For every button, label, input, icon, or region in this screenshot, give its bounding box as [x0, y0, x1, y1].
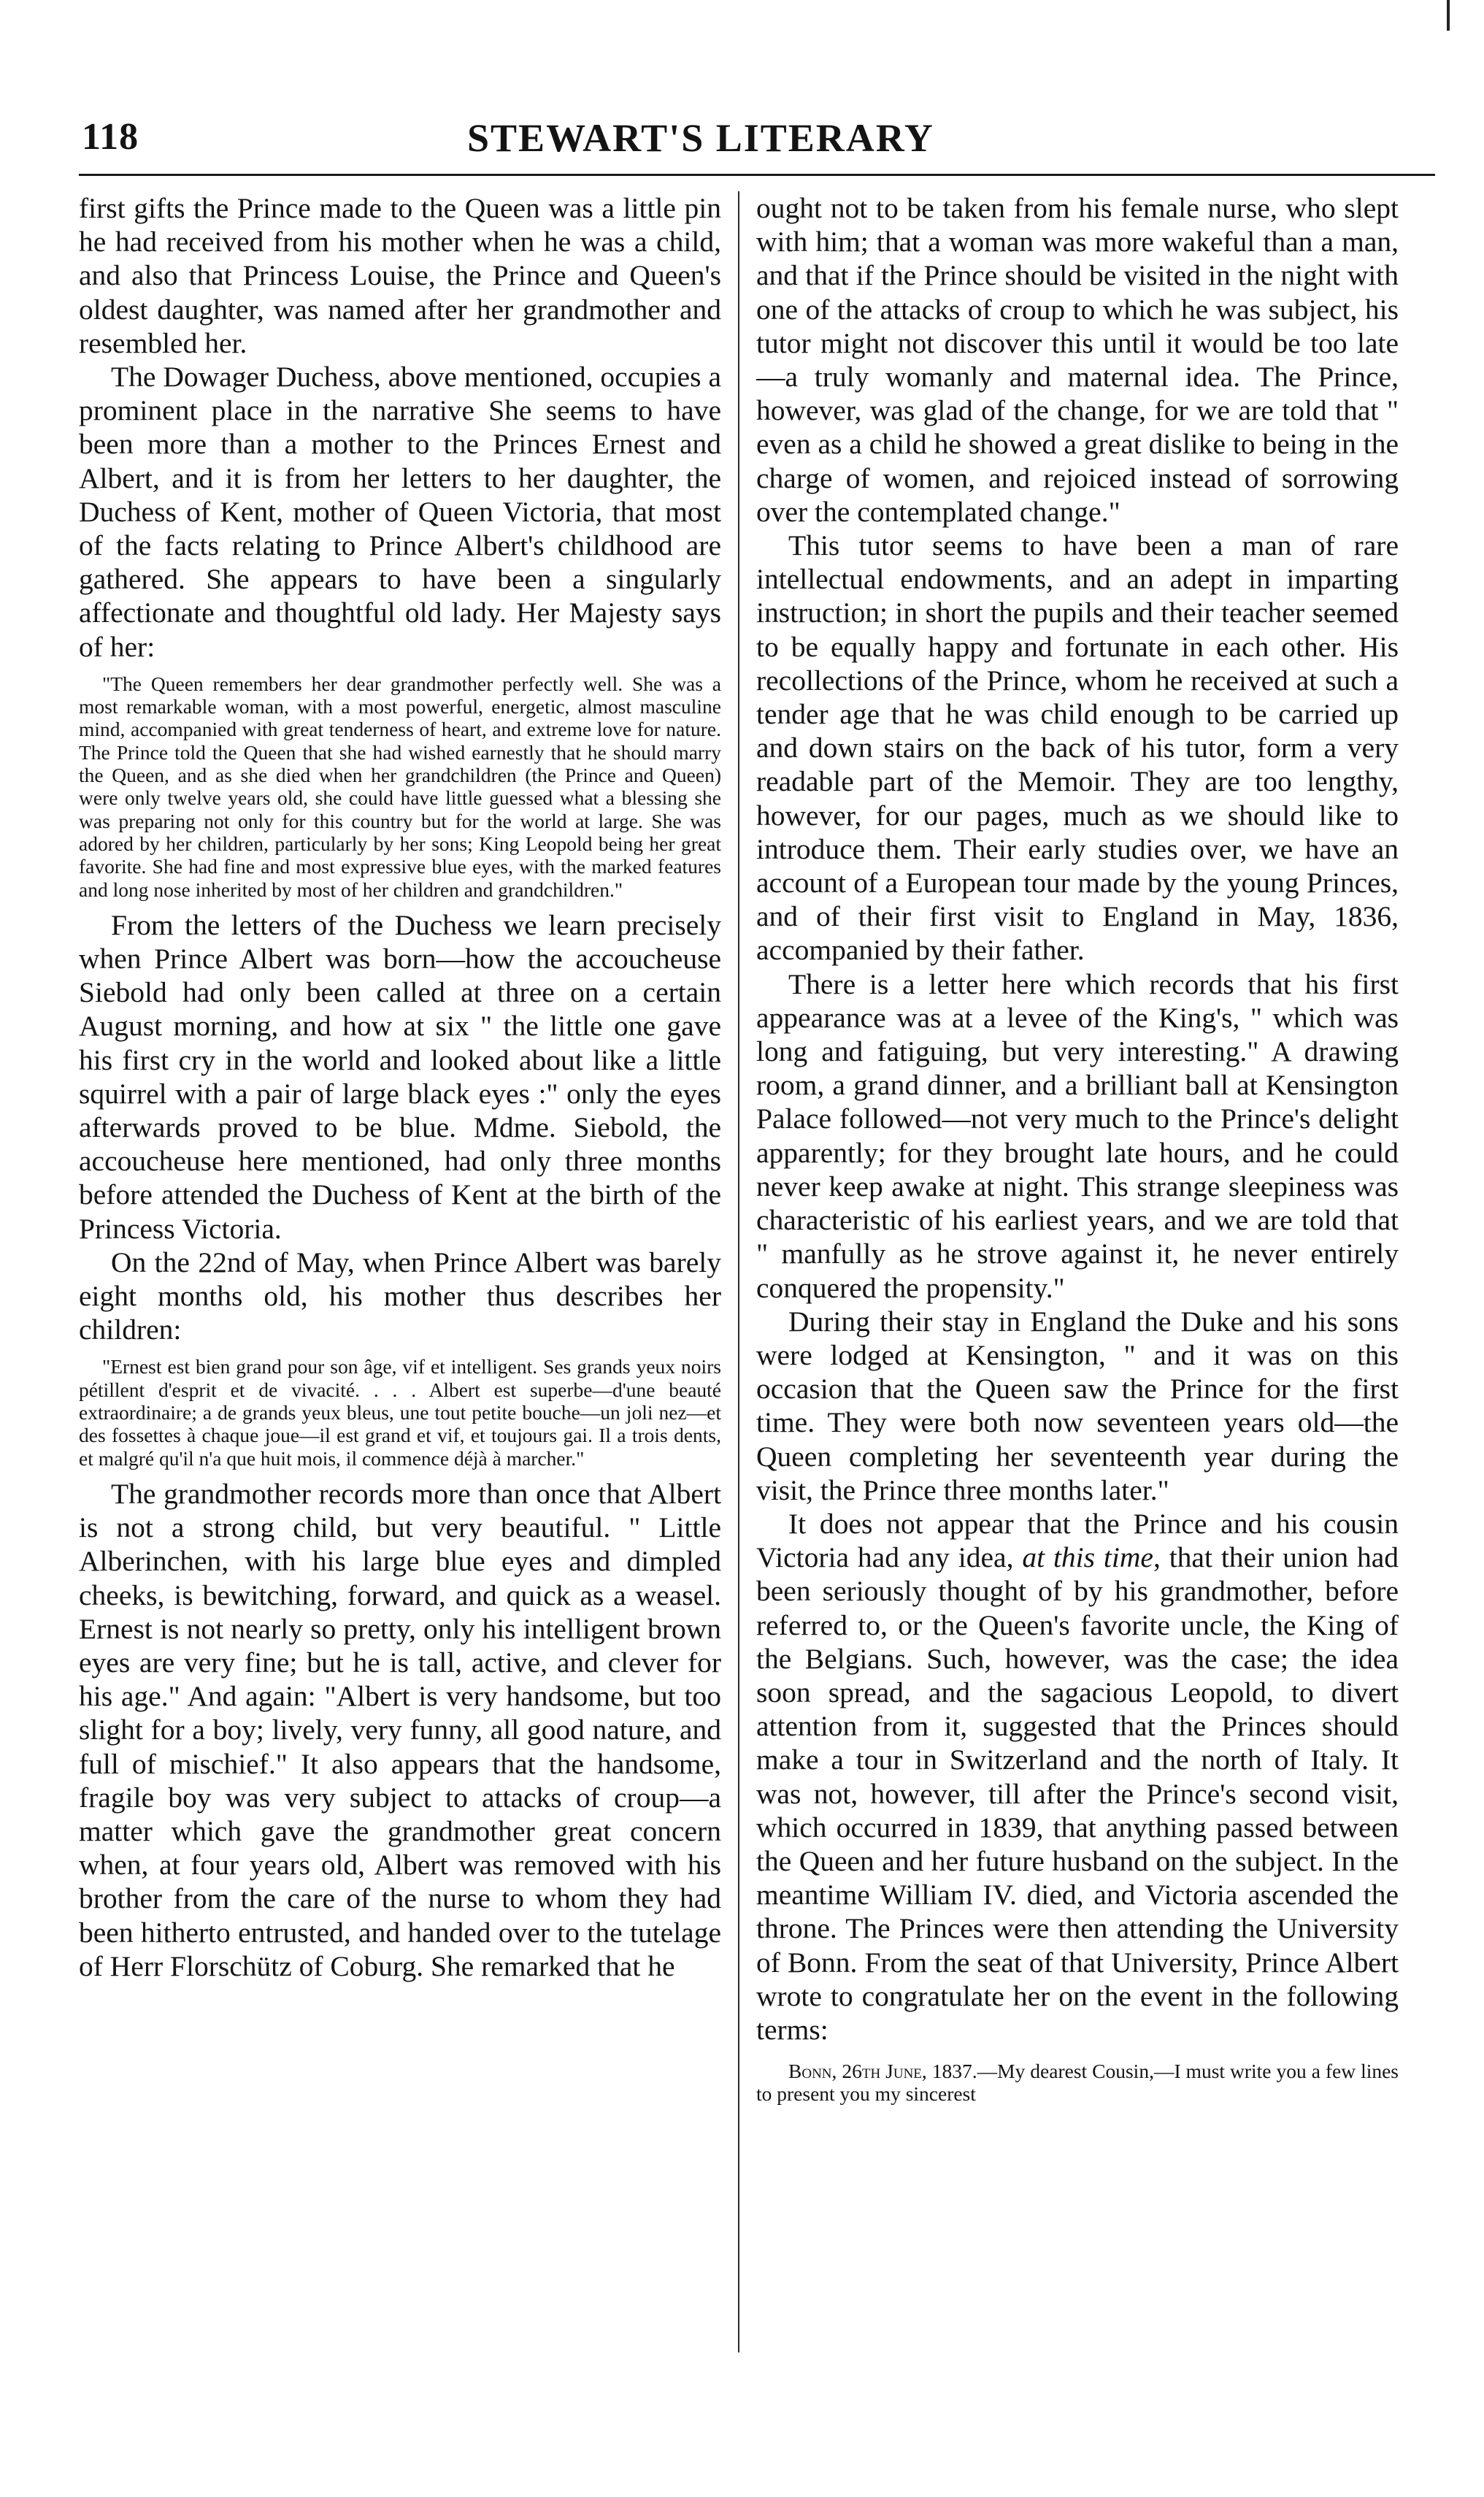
left-column: [79, 191, 721, 2382]
header-rule: [79, 174, 1435, 176]
letter-excerpt: [756, 2060, 1399, 2106]
left-quote-grandmother: "The Queen remembers her dear grandmother perfectly well. She was a most remarkable woman, with a most powerful, energetic, almost masculine mind, accompanied with great tenderness of heart, and extreme love for nature. The Prince told the Queen that she had wished earnestly that he should marry the Queen, and as she died when her grandchildren (the Prince and Queen) were only twelve years old, she could have little guessed what a blessing she was preparing not only for this country but for the world at large. She was adored by her children, particularly by her sons; King Leopold being her great favorite. She had fine and most expressive blue eyes, with the marked features and long nose inherited by most of her children and grandchildren.": [79, 672, 721, 901]
right-paragraph-2: This tutor seems to have been a man of rare intellectual endowments, and an adept in imparting instruction; in short the pupils and their teacher seemed to be equally happy and fortunate in each other. His recollections of the Prince, whom he received at such a tender age that he was child enough to be carried up and down stairs on the back of his tutor, form a very readable part of the Memoir. They are too lengthy, however, for our pages, much as we should like to introduce them. Their early studies over, we have an account of a European tour made by the young Princes, and of their first visit to England in May, 1836, accompanied by their father.: [756, 529, 1399, 967]
right-column: [756, 191, 1399, 2382]
letter-text: —My dearest Cousin,—I must write you a few lines to present you my sincerest: [756, 2060, 1399, 2106]
right-paragraph-5-rest: , that their union had been seriously thought of by his grandmother, before referred to, or the Queen's favorite uncle, the King of the Belgians. Such, however, was the case; the idea soon spread, and the sagacious Leopold, to divert attention from it, suggested that the Princes should make a tour in Switzerland and the north of Italy. It was not, however, till after the Prince's second visit, which occurred in 1839, that anything passed between the Queen and her future husband on the subject. In the meantime William IV. died, and Victoria ascended the throne. The Princes were then attending the University of Bonn. From the seat of that University, Prince Albert wrote to congratulate her on the event in the following terms:: [756, 1541, 1399, 2046]
margin-mark: [1447, 0, 1450, 31]
left-quote-french: "Ernest est bien grand pour son âge, vif et intelligent. Ses grands yeux noirs pétillent d'esprit et de vivacité. . . . Albert est superbe—d'une beauté extraordinaire; a de grands yeux bleus, une tout petite bouche—un joli nez—et des fossettes à chaque joue—il est grand et vif, et toujours gai. Il a trois dents, et malgré qu'il n'a que huit mois, il commence déjà à marcher.": [79, 1355, 721, 1470]
right-paragraph-5-emphasis: at this time: [1022, 1541, 1153, 1574]
letter-dateline: Bonn, 26th June, 1837.: [788, 2060, 977, 2083]
page-number: 118: [82, 116, 139, 158]
right-paragraph-1: ought not to be taken from his female nurse, who slept with him; that a woman was more wakeful than a man, and that if the Prince should be visited in the night with one of the attacks of croup to which he was subject, his tutor might not discover this until it would be too late—a truly womanly and maternal idea. The Prince, however, was glad of the change, for we are told that " even as a child he showed a great dislike to being in the charge of women, and rejoiced instead of sorrowing over the contemplated change.": [756, 192, 1399, 528]
left-paragraph-3: From the letters of the Duchess we learn precisely when Prince Albert was born—how the accoucheuse Siebold had only been called at three on a certain August morning, and how at six " the little one gave his first cry in the world and looked about like a little squirrel with a pair of large black eyes :" only the eyes afterwards proved to be blue. Mdme. Siebold, the accoucheuse here mentioned, had only three months before attended the Duchess of Kent at the birth of the Princess Victoria.: [79, 908, 721, 1245]
left-paragraph-2: The Dowager Duchess, above mentioned, occupies a prominent place in the narrative She seems to have been more than a mother to the Princes Ernest and Albert, and it is from her letters to her daughter, the Duchess of Kent, mother of Queen Victoria, that most of the facts relating to Prince Albert's childhood are gathered. She appears to have been a singularly affectionate and thoughtful old lady. Her Majesty says of her:: [79, 361, 721, 663]
left-paragraph-1: first gifts the Prince made to the Queen was a little pin he had received from his mother when he was a child, and also that Princess Louise, the Prince and Queen's oldest daughter, was named after her grandmother and resembled her.: [79, 192, 721, 359]
running-title: STEWART'S LITERARY: [467, 116, 934, 160]
column-divider: [738, 191, 739, 2352]
left-paragraph-5: The grandmother records more than once that Albert is not a strong child, but very beautiful. " Little Alberinchen, with his large blue eyes and dimpled cheeks, is bewitching, forward, and quick as a weasel. Ernest is not nearly so pretty, only his intelligent brown eyes are very fine; but he is tall, active, and clever for his age." And again: "Albert is very handsome, but too slight for a boy; lively, very funny, all good nature, and full of mischief." It also appears that the handsome, fragile boy was very subject to attacks of croup—a matter which gave the grandmother great concern when, at four years old, Albert was removed with his brother from the care of the nurse to whom they had been hitherto entrusted, and handed over to the tutelage of Herr Florschütz of Coburg. She remarked that he: [79, 1477, 721, 1982]
right-paragraph-5: [756, 1507, 1399, 2047]
right-paragraph-3: There is a letter here which records that his first appearance was at a levee of the King's, " which was long and fatiguing, but very interesting." A drawing room, a grand dinner, and a brilliant ball at Kensington Palace followed—not very much to the Prince's delight apparently; for they brought late hours, and he could never keep awake at night. This strange sleepiness was characteristic of his earliest years, and we are told that " manfully as he strove against it, he never entirely conquered the propensity.": [756, 967, 1399, 1304]
right-paragraph-4: During their stay in England the Duke and his sons were lodged at Kensington, " and it was on this occasion that the Queen saw the Prince for the first time. They were both now seventeen years old—the Queen completing her seventeenth year during the visit, the Prince three months later.": [756, 1305, 1399, 1506]
right-paragraph-5-start: It does not appear that the Prince and his cousin Victoria had any idea,: [756, 1507, 1399, 1574]
left-paragraph-4: On the 22nd of May, when Prince Albert was barely eight months old, his mother thus describes her children:: [79, 1246, 721, 1346]
